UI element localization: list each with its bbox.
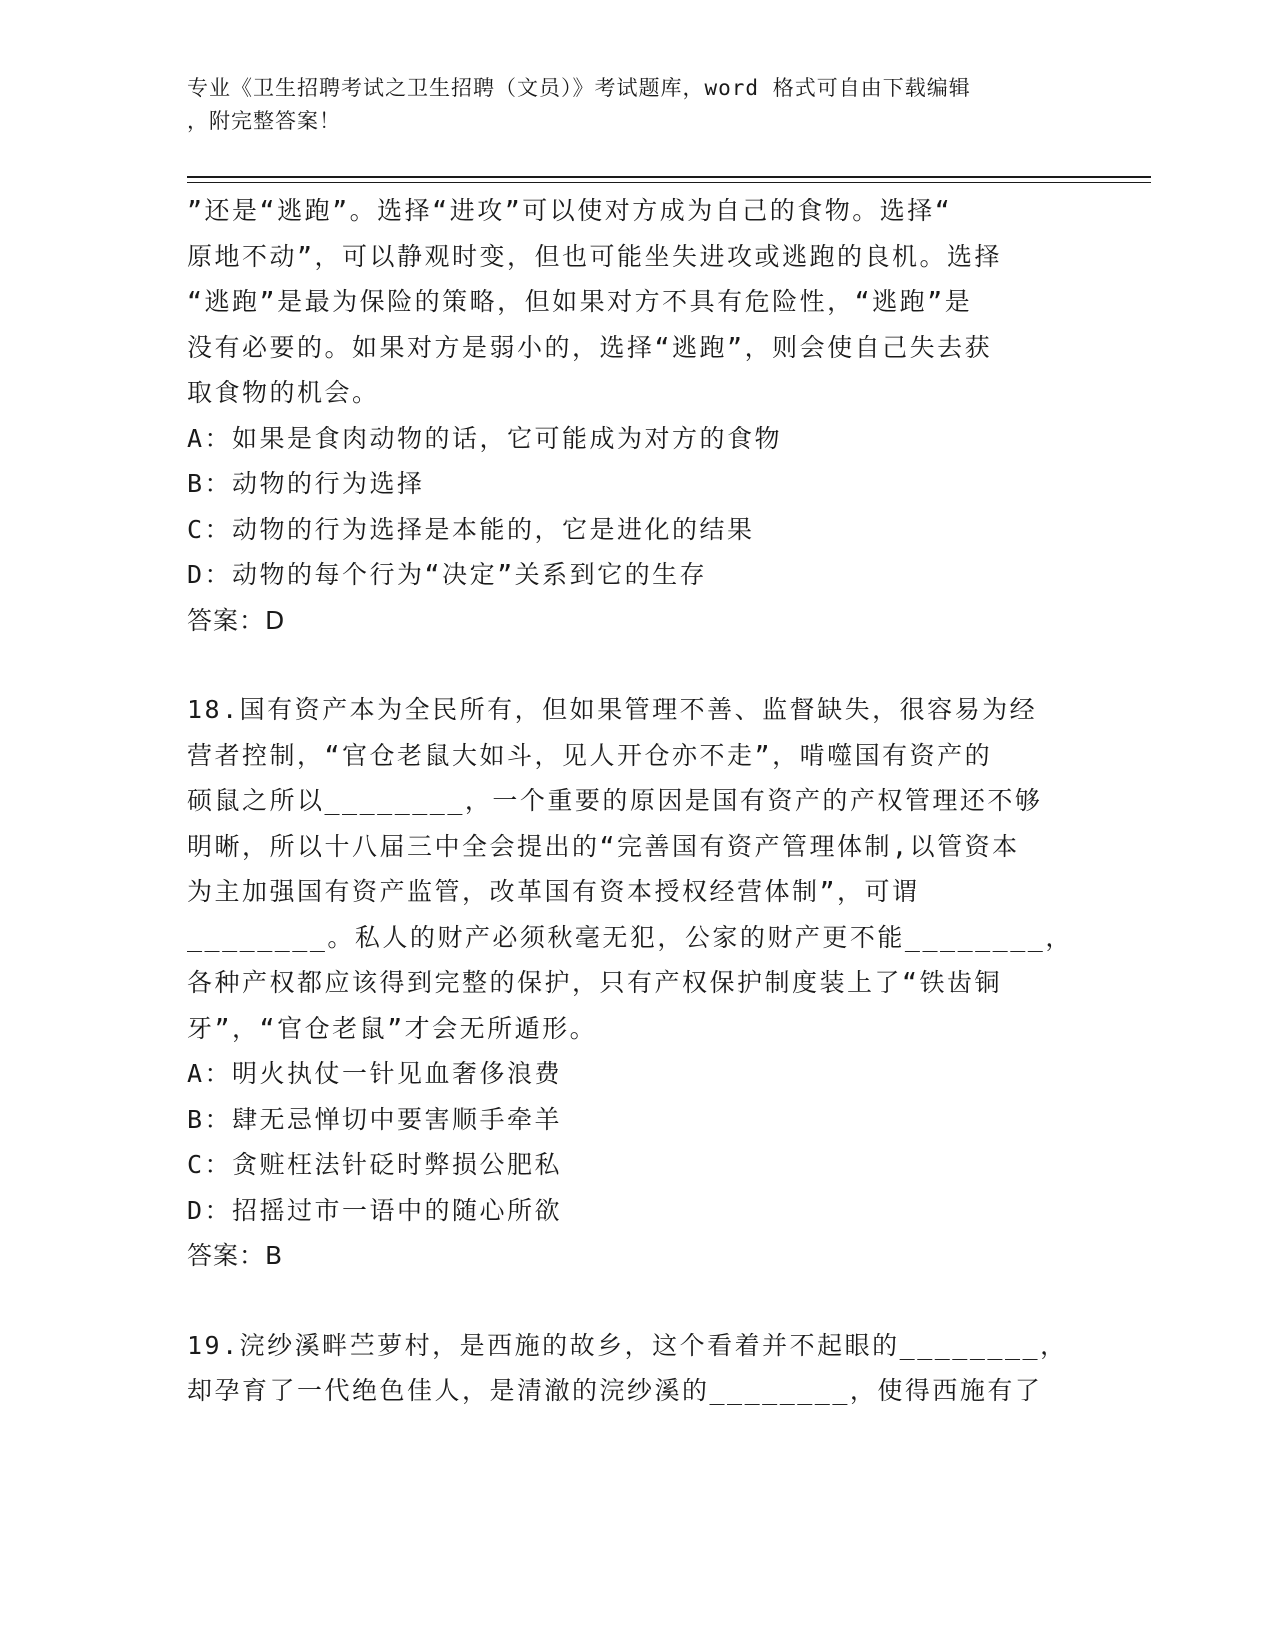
document-body [187,188,1087,1414]
page-header [187,72,1087,138]
option-a: A：如果是食肉动物的话，它可能成为对方的食物 [187,423,783,453]
question-stem-line: ________。私人的财产必须秋毫无犯，公家的财产更不能________， [187,922,1073,952]
option-b: B：动物的行为选择 [187,469,425,498]
option-a: A：明火执仗一针见血奢侈浪费 [187,1059,563,1088]
option-c: C：贪赃枉法针砭时弊损公肥私 [187,1150,563,1179]
spacer [187,1279,1087,1323]
question-stem-line: 硕鼠之所以________，一个重要的原因是国有资产的产权管理还不够 [187,786,1043,815]
question-stem-line: 营者控制，“官仓老鼠大如斗，见人开仓亦不走”，啃噬国有资产的 [187,740,993,770]
question-stem-line: 却孕育了一代绝色佳人，是清澈的浣纱溪的________，使得西施有了 [187,1376,1043,1405]
question-stem-line: 原地不动”，可以静观时变，但也可能坐失进攻或逃跑的良机。选择 [187,241,1003,271]
question-stem-line: 没有必要的。如果对方是弱小的，选择“逃跑”，则会使自己失去获 [187,332,993,362]
header-divider-thin [187,182,1151,183]
spacer [187,643,1087,687]
answer-line: 答案：B [187,1241,284,1270]
question-stem-line: 18.国有资产本为全民所有，但如果管理不善、监督缺失，很容易为经 [187,695,1038,724]
question-stem-line: 牙”，“官仓老鼠”才会无所遁形。 [187,1013,598,1043]
question-stem-line: 19.浣纱溪畔苎萝村，是西施的故乡，这个看着并不起眼的________， [187,1330,1068,1360]
option-d: D：招摇过市一语中的随心所欲 [187,1195,563,1225]
question-19 [187,1323,1087,1414]
question-stem-line: 为主加强国有资产监管，改革国有资本授权经营体制”，可谓 [187,877,920,906]
answer-line: 答案：D [187,605,286,635]
header-line: ，附完整答案！ [187,109,341,133]
question-stem-line: 明晰，所以十八届三中全会提出的“完善国有资产管理体制,以管资本 [187,831,1020,861]
question-18 [187,687,1087,1279]
header-divider [187,176,1151,178]
question-stem-line: “逃跑”是最为保险的策略，但如果对方不具有危险性，“逃跑”是 [187,287,973,316]
question-stem-line: ”还是“逃跑”。选择“进攻”可以使对方成为自己的食物。选择“ [187,196,953,225]
header-line: 专业《卫生招聘考试之卫生招聘（文员）》考试题库，word 格式可自由下载编辑 [187,76,971,100]
question-stem-line: 各种产权都应该得到完整的保护，只有产权保护制度装上了“铁齿铜 [187,968,1003,997]
option-d: D：动物的每个行为“决定”关系到它的生存 [187,560,708,589]
option-b: B：肆无忌惮切中要害顺手牵羊 [187,1104,563,1134]
question-17 [187,188,1087,643]
question-stem-line: 取食物的机会。 [187,378,380,407]
option-c: C：动物的行为选择是本能的，它是进化的结果 [187,514,755,544]
